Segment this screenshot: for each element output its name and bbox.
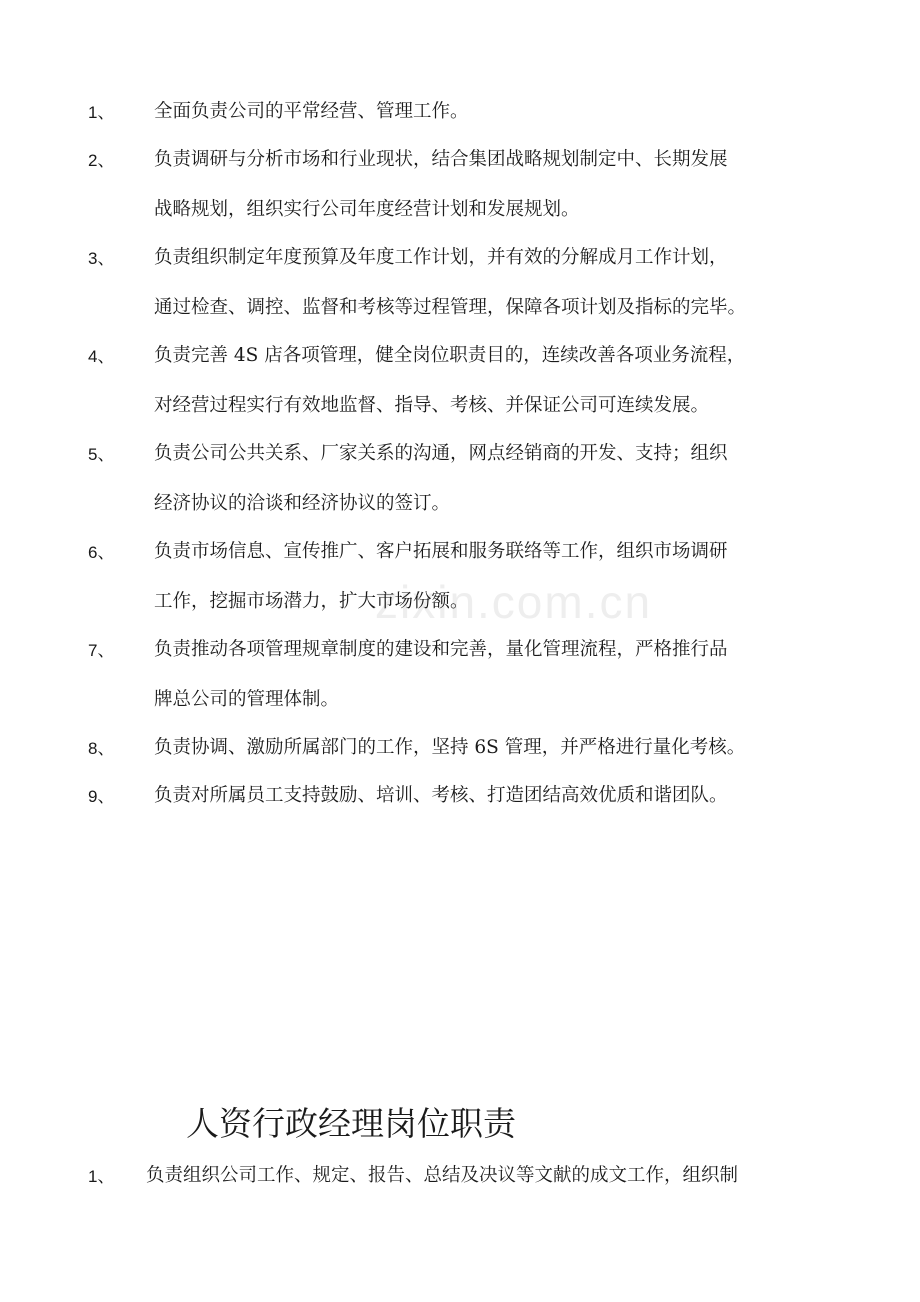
list-item-text: 工作，挖掘市场潜力，扩大市场份额。	[154, 591, 469, 612]
list-item-text: 负责调研与分析市场和行业现状，结合集团战略规划制定中、长期发展	[154, 149, 728, 170]
list-item-number: 7、	[88, 641, 115, 660]
list-item-text: 战略规划，组织实行公司年度经营计划和发展规划。	[154, 199, 580, 220]
list-item-text: 负责完善 4S 店各项管理，健全岗位职责目的，连续改善各项业务流程，	[154, 345, 746, 366]
list-item-number: 1、	[88, 103, 115, 122]
list-item-text: 负责协调、激励所属部门的工作，坚持 6S 管理，并严格进行量化考核。	[154, 737, 746, 758]
list-item-number: 5、	[88, 445, 115, 464]
list-item-text: 负责市场信息、宣传推广、客户拓展和服务联络等工作，组织市场调研	[154, 541, 728, 562]
list-item-number: 3、	[88, 249, 115, 268]
list-item-text: 负责组织制定年度预算及年度工作计划，并有效的分解成月工作计划，	[154, 247, 728, 268]
list-item-text: 经济协议的洽谈和经济协议的签订。	[154, 493, 451, 514]
list-item-number: 8、	[88, 739, 115, 758]
list-item-text: 负责推动各项管理规章制度的建设和完善，量化管理流程，严格推行品	[154, 639, 728, 660]
list-item-number: 2、	[88, 151, 115, 170]
list-item-text: 对经营过程实行有效地监督、指导、考核、并保证公司可连续发展。	[154, 395, 710, 416]
list-item-text: 负责公司公共关系、厂家关系的沟通，网点经销商的开发、支持；组织	[154, 443, 728, 464]
list-item-text: 负责组织公司工作、规定、报告、总结及决议等文献的成文工作，组织制	[146, 1165, 739, 1186]
watermark: zixin.com.cn	[375, 576, 653, 628]
list-item-text: 负责对所属员工支持鼓励、培训、考核、打造团结高效优质和谐团队。	[154, 785, 728, 806]
list-item-number: 4、	[88, 347, 115, 366]
list-item-text: 牌总公司的管理体制。	[154, 689, 340, 710]
list-item-text: 全面负责公司的平常经营、管理工作。	[154, 101, 469, 122]
section-title: 人资行政经理岗位职责	[186, 1104, 516, 1143]
list-item-number: 6、	[88, 543, 115, 562]
list-item-number: 9、	[88, 787, 115, 806]
list-item-text: 通过检查、调控、监督和考核等过程管理，保障各项计划及指标的完毕。	[154, 297, 747, 318]
list-item-number: 1、	[88, 1167, 115, 1186]
